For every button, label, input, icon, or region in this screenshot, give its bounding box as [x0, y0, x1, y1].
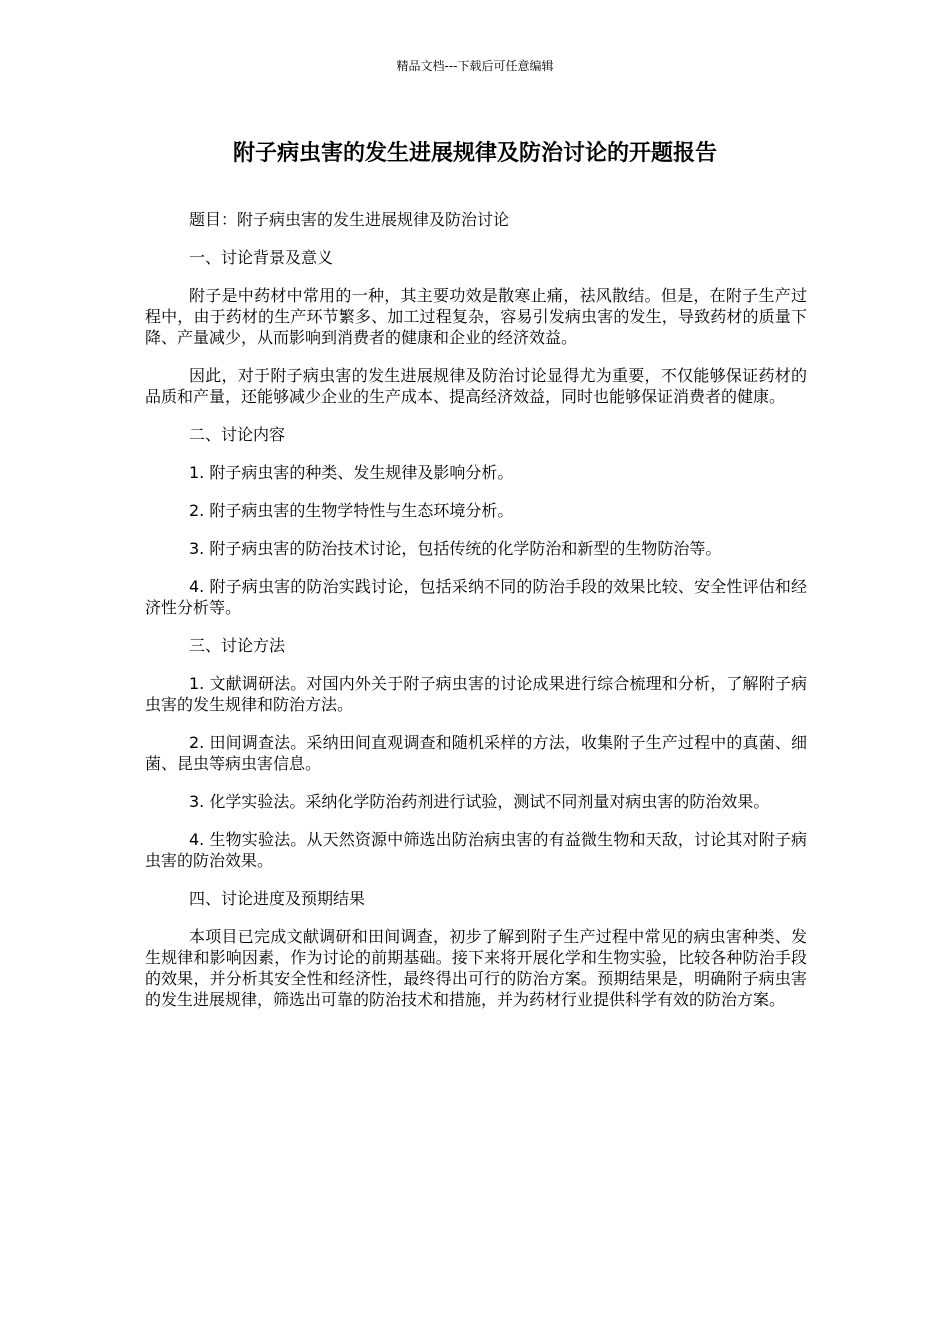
list-item: 3. 化学实验法。采纳化学防治药剂进行试验，测试不同剂量对病虫害的防治效果。 [189, 792, 770, 811]
paragraph: 本项目已完成文献调研和田间调查，初步了解到附子生产过程中常见的病虫害种类、发生规律和影响因素，作为讨论的前期基础。接下来将开展化学和生物实验，比较各种防治手段的效果，并分析其安全性和经济性，最终得出可行的防治方案。预期结果是，明确附子病虫害的发生进展规律，筛选出可靠的防治技术和措施，并为药材行业提供科学有效的防治方案。 [145, 927, 807, 1009]
section-heading-schedule: 四、讨论进度及预期结果 [189, 889, 366, 908]
section-heading-background: 一、讨论背景及意义 [189, 248, 334, 267]
list-item: 4. 附子病虫害的防治实践讨论，包括采纳不同的防治手段的效果比较、安全性评估和经济性分析等。 [145, 577, 807, 617]
topic-line: 题目：附子病虫害的发生进展规律及防治讨论 [189, 210, 510, 229]
list-item: 2. 附子病虫害的生物学特性与生态环境分析。 [189, 501, 514, 520]
document-body [145, 209, 807, 1027]
list-item: 1. 文献调研法。对国内外关于附子病虫害的讨论成果进行综合梳理和分析，了解附子病虫害的发生规律和防治方法。 [145, 674, 807, 714]
list-item: 1. 附子病虫害的种类、发生规律及影响分析。 [189, 463, 514, 482]
page-header: 精品文档---下载后可任意编辑 [396, 59, 554, 73]
list-item: 3. 附子病虫害的防治技术讨论，包括传统的化学防治和新型的生物防治等。 [189, 539, 722, 558]
paragraph: 附子是中药材中常用的一种，其主要功效是散寒止痛，祛风散结。但是，在附子生产过程中，由于药材的生产环节繁多、加工过程复杂，容易引发病虫害的发生，导致药材的质量下降、产量减少，从而影响到消费者的健康和企业的经济效益。 [145, 286, 807, 347]
section-heading-methods: 三、讨论方法 [189, 636, 286, 655]
document-title: 附子病虫害的发生进展规律及防治讨论的开题报告 [232, 141, 717, 166]
list-item: 4. 生物实验法。从天然资源中筛选出防治病虫害的有益微生物和天敌，讨论其对附子病虫害的防治效果。 [145, 830, 807, 870]
section-heading-content: 二、讨论内容 [189, 425, 286, 444]
list-item: 2. 田间调查法。采纳田间直观调查和随机采样的方法，收集附子生产过程中的真菌、细菌、昆虫等病虫害信息。 [145, 733, 807, 773]
paragraph: 因此，对于附子病虫害的发生进展规律及防治讨论显得尤为重要，不仅能够保证药材的品质和产量，还能够减少企业的生产成本、提高经济效益，同时也能够保证消费者的健康。 [145, 366, 807, 406]
